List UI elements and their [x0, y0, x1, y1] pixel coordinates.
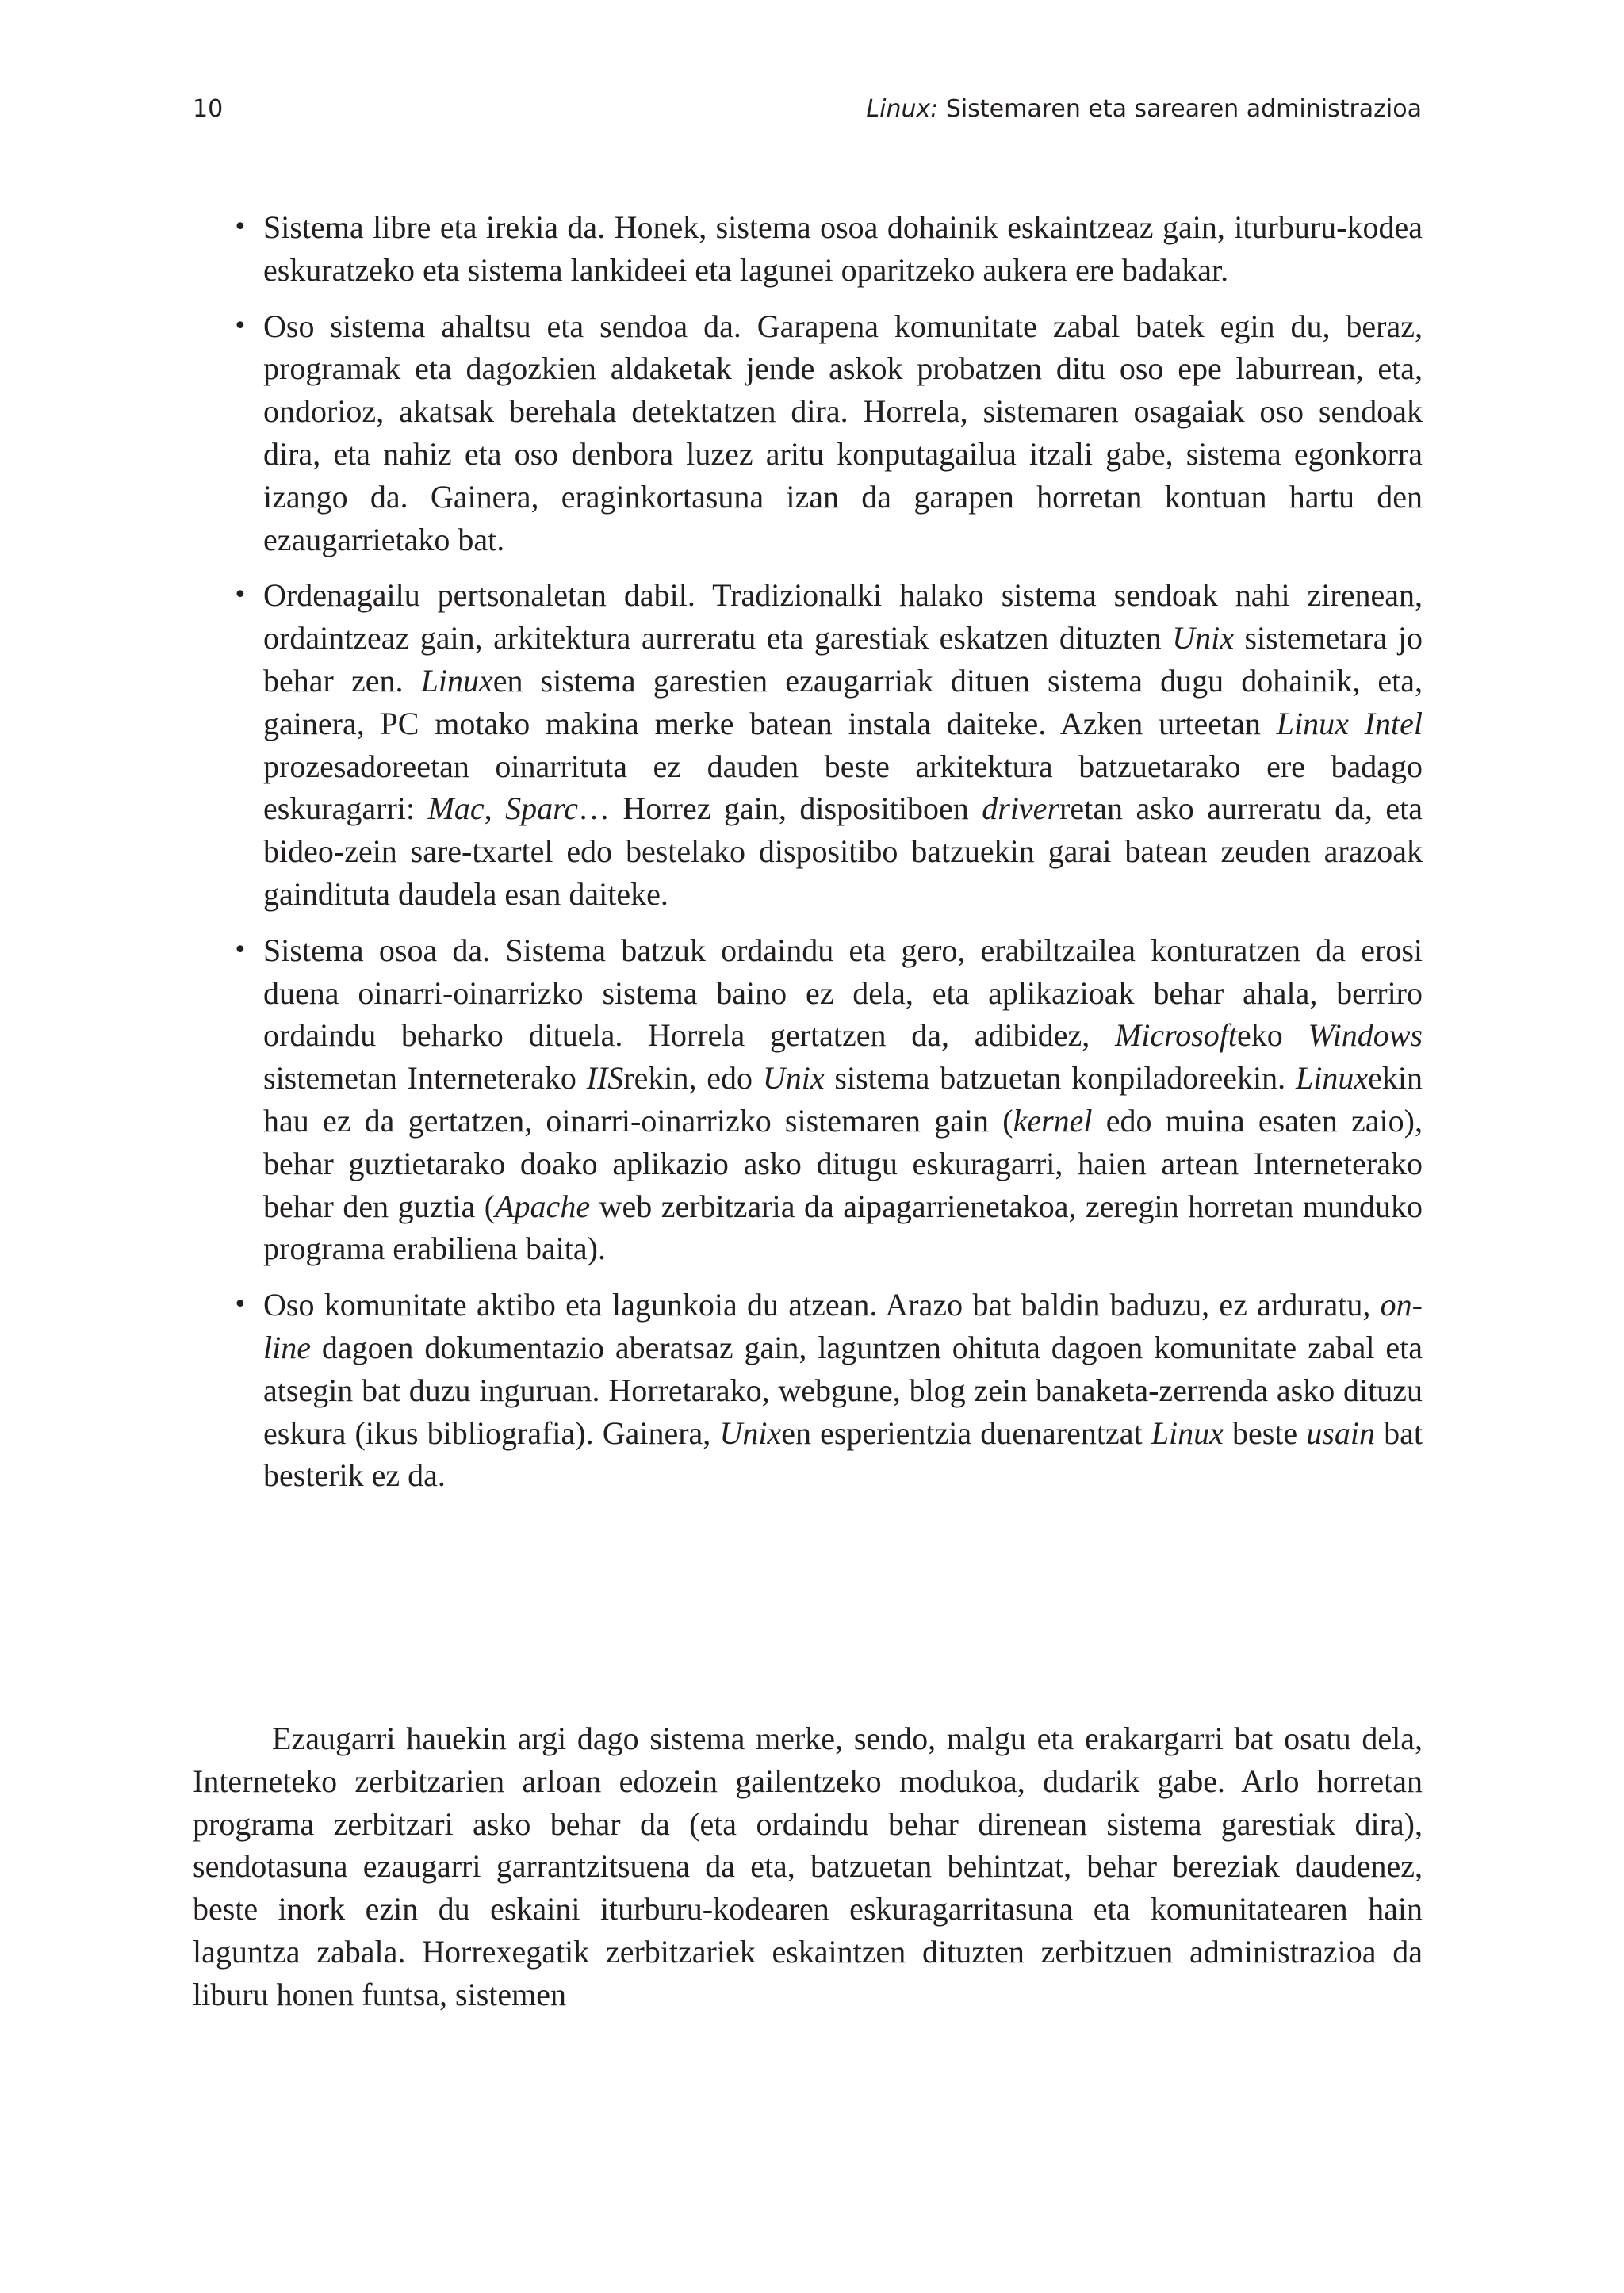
- italic-term: usain: [1306, 1414, 1375, 1451]
- text-run: beste: [1223, 1414, 1307, 1451]
- feature-bullet-list: [233, 206, 1423, 1510]
- bullet-text: [263, 209, 1423, 288]
- bullet-icon: •: [233, 213, 247, 241]
- italic-term: on-line: [263, 1287, 1423, 1365]
- running-head-italic: Linux:: [866, 95, 939, 123]
- bullet-icon: •: [233, 936, 247, 964]
- text-run: Ordenagailu pertsonaletan dabil. Tradizionalki halako sistema sendoak nahi zirenean, ordaintzeaz gain, arkitektura aurreratu eta garestiak eskatzen dituzten: [263, 577, 1423, 657]
- italic-term: Unix: [719, 1414, 782, 1451]
- italic-term: Sparc: [505, 790, 578, 827]
- page-number: 10: [193, 95, 224, 123]
- bullet-text: [263, 1287, 1423, 1493]
- italic-term: kernel: [1013, 1102, 1093, 1139]
- italic-term: Linux: [1295, 1060, 1369, 1097]
- text-run: dagoen dokumentazio aberatsaz gain, laguntzen ohituta dagoen komunitate zabal eta atsegin bat duzu inguruan. Horretarako, webgune, blog zein banaketa-zerrenda asko dituzu eskura (ikus bibliografia). Gainera,: [263, 1329, 1423, 1451]
- italic-term: Windows: [1308, 1017, 1423, 1054]
- text-run: Oso komunitate aktibo eta lagunkoia du atzean. Arazo bat baldin baduzu, ez arduratu,: [263, 1287, 1381, 1323]
- text-run: web zerbitzaria da aipagarrienetakoa, zeregin horretan munduko programa erabiliena baita).: [263, 1188, 1423, 1267]
- text-run: ekin hau ez da gertatzen, oinarri-oinarrizko sistemaren gain (: [263, 1060, 1423, 1139]
- text-run: eko: [1237, 1017, 1308, 1054]
- italic-term: Mac: [427, 790, 485, 827]
- bullet-text: [263, 577, 1423, 912]
- body-paragraph: Ezaugarri hauekin argi dago sistema merke, sendo, malgu eta erakargarri bat osatu dela, Interneteko zerbitzarien arloan edozein gailentzeko modukoa, dudarik gabe. Arlo horretan programa zerbitzari asko behar da (eta ordaindu behar direnean sistema garestiak dira), sendotasuna ezaugarri garrantzitsuena da eta, batzuetan behintzat, behar bereziak daudenez, beste inork ezin du eskaini iturburu-kodearen eskuragarritasuna eta komunitatearen hain laguntza zabala. Horrexegatik zerbitzariek eskaintzen dituzten zerbitzuen administrazioa da liburu honen funtsa, sistemen: [193, 1721, 1423, 2012]
- text-run: rekin, edo: [623, 1060, 763, 1097]
- text-run: Sistema osoa da. Sistema batzuk ordaindu eta gero, erabiltzailea konturatzen da erosi duena oinarri-oinarrizko sistema baino ez dela, eta aplikazioak behar ahala, berriro ordaindu beharko dituela. Horrela gertatzen da, adibidez,: [263, 932, 1423, 1054]
- text-run: sistema batzuetan konpiladoreekin.: [824, 1060, 1296, 1097]
- text-run: edo muina esaten zaio), behar guztietarako doako aplikazio asko ditugu eskuragarri, haien artean Interneterako behar den guztia (: [263, 1102, 1423, 1224]
- text-run: en esperientzia duenarentzat: [781, 1414, 1151, 1451]
- italic-term: driver: [982, 790, 1060, 827]
- bullet-item: [233, 574, 1423, 915]
- bullet-item: [233, 305, 1423, 561]
- bullet-icon: •: [233, 581, 247, 610]
- text-run: sistemetan Interneterako: [263, 1060, 587, 1097]
- running-head-rest: Sistemaren eta sarearen administrazioa: [938, 95, 1422, 123]
- bullet-item: [233, 206, 1423, 292]
- text-run: Oso sistema ahaltsu eta sendoa da. Garapena komunitate zabal batek egin du, beraz, programak eta dagozkien aldaketak jende askok probatzen ditu oso epe laburrean, eta, ondorioz, akatsak berehala detektatzen dira. Horrela, sistemaren osagaiak oso sendoak dira, eta nahiz eta oso denbora luzez aritu konputagailua itzali gabe, sistema egonkorra izango da. Gainera, eraginkortasuna izan da garapen horretan kontuan hartu den ezaugarrietako bat.: [263, 308, 1423, 557]
- text-run: bat besterik ez da.: [263, 1414, 1423, 1494]
- italic-term: IIS: [586, 1060, 624, 1097]
- text-run: sistemetara jo behar zen.: [263, 620, 1423, 699]
- text-run: ,: [484, 790, 506, 827]
- bullet-text: [263, 308, 1423, 557]
- text-run: prozesadoreetan oinarrituta ez dauden beste arkitektura batzuetarako ere badago eskuragarri:: [263, 748, 1423, 827]
- bullet-item: [233, 1284, 1423, 1497]
- italic-term: Apache: [495, 1188, 591, 1224]
- page-header: [193, 94, 1422, 125]
- bullet-icon: •: [233, 1291, 247, 1319]
- italic-term: Unix: [762, 1060, 825, 1097]
- running-head: [866, 94, 1422, 125]
- text-run: en sistema garestien ezaugarriak dituen sistema dugu dohainik, eta, gainera, PC motako makina merke batean instala daiteke. Azken urteetan: [263, 662, 1423, 741]
- bullet-icon: •: [233, 312, 247, 340]
- text-run: retan asko aurreratu da, eta bideo-zein sare-txartel edo bestelako dispositibo batzuekin garai batean zeuden arazoak gaindituta daudela esan daiteke.: [263, 790, 1423, 912]
- italic-term: Microsoft: [1114, 1017, 1238, 1054]
- bullet-text: [263, 932, 1423, 1267]
- italic-term: Linux: [1151, 1414, 1224, 1451]
- text-run: … Horrez gain, dispositiboen: [577, 790, 982, 827]
- text-run: Sistema libre eta irekia da. Honek, sistema osoa dohainik eskaintzeaz gain, iturburu-kodea eskuratzeko eta sistema lankideei eta lagunei oparitzeko aukera ere badakar.: [263, 209, 1423, 288]
- italic-term: Linux: [420, 662, 493, 699]
- bullet-item: [233, 929, 1423, 1270]
- italic-term: Unix: [1172, 620, 1234, 657]
- italic-term: Linux Intel: [1276, 705, 1423, 741]
